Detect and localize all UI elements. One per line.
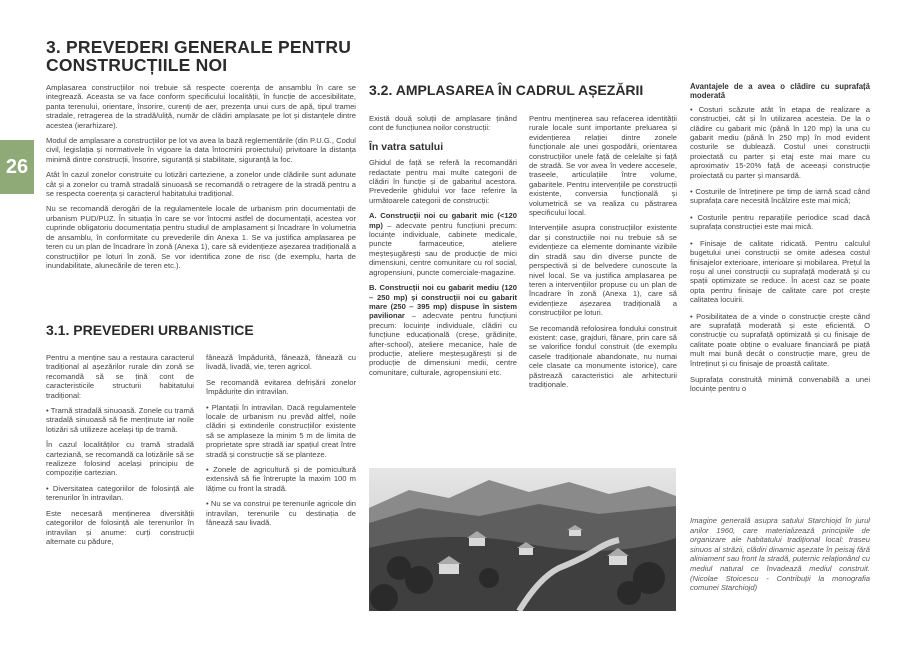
subsection-intro: Ghidul de față se referă la recomandări redactate pentru mai multe categorii de clădiri în funcție și de gabaritul acestora. Prevederile ghidului vor face referire la următoarele categorii de construcții: bbox=[369, 158, 517, 205]
section-32-intro: Există două soluții de amplasare ținând cont de funcțiunea noilor construcții: bbox=[369, 114, 517, 133]
section-31-left-column bbox=[46, 353, 194, 552]
sidebar-title: Avantajele de a avea o clădire cu suprafață moderată bbox=[690, 82, 870, 101]
photo-caption: Imagine generală asupra satului Starchiojd în jurul anilor 1960, care materializează principiile de organizare ale habitatului tradițional local: traseu sinuos al străzii, clădiri dinamic așezate în peisaj fără aliniament sau front la stradă, puternic relaționând cu mediul natural ce învadează mediul construit. (Nicolae Stoicescu - Contribuții la monografia comunei Starchiojd) bbox=[690, 516, 870, 593]
category-a-title: A. Construcții noi cu gabarit mic (<120 mp) bbox=[369, 211, 517, 230]
page-number-tab bbox=[0, 140, 34, 194]
section-32-right-column bbox=[529, 114, 677, 395]
section-32-left-column bbox=[369, 114, 517, 383]
village-landscape-photo bbox=[369, 468, 676, 611]
sidebar-item: • Finisaje de calitate ridicată. Pentru calculul bugetului unei construcții se omite adesea costul finisajelor exterioare, interioare și mobilarea. Prețul la roșu al unei construcții cu suprafață moderată și cu spații optimizate se reduce. În acest caz se poate opta pentru finisaje de calitate care pot crește calitatea locuirii. bbox=[690, 238, 870, 305]
sidebar-item: • Costurile pentru reparațiile periodice scad dacă suprafața construcției este mai mică. bbox=[690, 212, 870, 232]
intro-paragraph: Modul de amplasare a construcțiilor pe lot va avea la bază reglementările (din P.U.G., Codul civil, legislația și normativele în vigoare la data întocmirii proiectului) privitoare la distanța minimă dintre construcții, însorire, siguranță și stabilitate, siguranță la foc. bbox=[46, 136, 356, 164]
sidebar-item: • Costuri scăzute atât în etapa de realizare a construcției, cât și în utilizarea acesteia. De la o clădire cu gabarit mic (până în 120 mp) la una cu gabarit mediu (până în 250 mp) în mod evident costurile se dublează. Costul unei construcții proiectată cu parter și etaj este mai mare cu aproximativ 15-20% față de aceeași construcție proiectată cu parter și mansardă. bbox=[690, 104, 870, 180]
category-b-title: B. Construcții noi cu gabarit mediu (120 – 250 mp) și construcții noi cu gabarit mare (250 – 395 mp) dispuse în sistem pavilionar bbox=[369, 283, 517, 321]
section-31-paragraph: În cazul localităților cu tramă stradală carteziană, se recomandă ca lotizările să se realizeze folosind același principiu de compoziție cartezian. bbox=[46, 440, 194, 478]
village-photo-graphic bbox=[369, 468, 676, 611]
subsection-title: În vatra satului bbox=[369, 140, 444, 153]
section-31-title: 3.1. PREVEDERI URBANISTICE bbox=[46, 322, 254, 338]
sidebar-item: • Posibilitatea de a vinde o construcție crește când are suprafață moderată și este eficientă. O construcție cu suprafață optimizată și cu finisaje de calitate poate obține o evaluare financiară pe piață mult mai bună decât o construcție mare, greu de întreținut și cu finisaje de proastă calitate. bbox=[690, 311, 870, 368]
section-31-paragraph: Pentru a menține sau a restaura caracterul tradițional al așezărilor rurale din zonă se recomandă să se țină cont de caracteristicile structurii habitatului tradițional: bbox=[46, 353, 194, 400]
sidebar-item: • Costurile de întreținere pe timp de iarnă scad când suprafața care necesită încălzire este mai mică; bbox=[690, 187, 870, 206]
intro-column bbox=[46, 83, 356, 276]
intro-paragraph: Nu se recomandă derogări de la regulamentele locale de urbanism prin documentații de urbanism PUD/PUZ. În situația în care se vor întocmi astfel de documentații, acestea vor cuprinde obligatoriu documentația pentru studiul de amplasament și încadrare în volumetria de ansamblu, în conformitate cu prevederile din Anexa 1. Se va justifica amplasarea pe teren cu un plan de încadrare în zonă (Anexa 1), care să evidențieze așezarea tradițională a construcțiilor pe loturi în zonă. Se vor identifica zone de risc (de exemplu, harta de inundabilitate, alunecările de teren etc.). bbox=[46, 204, 356, 270]
sidebar-column bbox=[690, 82, 870, 401]
category-b-text: – adecvate pentru funcțiuni precum: locuințe individuale, clădiri cu funcțiune educațională (creșe, grădinițe, after-school), ateliere mecanice, hale de producție, ateliere meșteșugărești și de producție de dimensiuni medii, centre comunitare, culturale, agropensiuni etc. bbox=[369, 311, 517, 377]
section-32-paragraph: Intervențiile asupra construcțiilor existente dar și construcțiile noi nu trebuie să se evidențieze ca elemente dominante vizibile din stradă sau din diverse puncte de perspectivă și de belvedere cunoscute la nivel local. Se va justifica amplasarea pe teren a intervențiilor propuse cu un plan de încadrare în zonă (Anexa 1), care să evidențieze așezarea tradițională a construcțiilor pe loturi. bbox=[529, 223, 677, 318]
sidebar-item: Suprafața construită minimă convenabilă a unei locuințe pentru o bbox=[690, 374, 870, 394]
section-31-paragraph: Se recomandă evitarea defrișării zonelor împădurite din intravilan. bbox=[206, 377, 356, 397]
page-number: 26 bbox=[5, 155, 29, 178]
main-title: 3. PREVEDERI GENERALE PENTRU CONSTRUCȚIILE NOI bbox=[46, 37, 352, 75]
category-a bbox=[369, 211, 517, 277]
intro-paragraph: Atât în cazul zonelor construite cu lotizări carteziene, a zonelor unde clădirile sunt adunate cât și a zonelor cu tramă stradală sinuoasă se recomandă o retragere de la stradă pentru a se respecta coerența și caracterul habitatului tradițional. bbox=[46, 170, 356, 199]
section-31-paragraph: fânează împădurită, fânează, fânează cu livadă, livadă, vie, teren agricol. bbox=[206, 353, 356, 372]
section-32-title: 3.2. AMPLASAREA ÎN CADRUL AȘEZĂRII bbox=[369, 82, 644, 98]
section-31-paragraph: • Tramă stradală sinuoasă. Zonele cu tramă stradală sinuoasă să fie menținute iar noile lotizări să utilizeze același tip de tramă. bbox=[46, 406, 194, 434]
intro-paragraph: Amplasarea construcțiilor noi trebuie să respecte coerența de ansamblu în care se integrează. Aceasta se va face conform specificului localității, în funcție de accesibilitate, panta terenului, orientare, însorire, curenți de aer, prezența unui curs de apă, tipul tramei stradale, retragerea de la stradă/uliță, număr de clădiri amplasate pe lot și distanțele dintre acestea (ierarhizare). bbox=[46, 83, 356, 130]
section-32-paragraph: Pentru menținerea sau refacerea identității rurale locale sunt importante preluarea și evidențierea relației dintre zonele funcționale ale unei gospodării, orientarea construcțiilor unele față de celelalte și față de stradă. Se vor avea în vedere accesele, traseele, articulațiile între volume, gabaritele. Pentru intervențiile pe construcții existente, conversia funcțională și volumetrică se va realiza cu păstrarea specificului local. bbox=[529, 114, 677, 218]
section-31-right-column bbox=[206, 353, 356, 534]
section-31-paragraph: • Diversitatea categoriilor de folosință ale terenurilor în intravilan. bbox=[46, 483, 194, 503]
section-31-paragraph: • Zonele de agricultură și de pomicultură extensivă să fie întrerupte la maxim 100 m lățime cu front la stradă. bbox=[206, 465, 356, 493]
category-a-text: – adecvate pentru funcțiuni precum: locuințe individuale, cabinete medicale, puncte farmaceutice, ateliere meșteșugărești sau de producție de mici dimensiuni, centre comunitare cu rol social, agropensiuni, puncte comerciale-magazine. bbox=[369, 220, 517, 277]
section-31-paragraph: Este necesară menținerea diversității categoriilor de folosință ale terenurilor în intravilan și anume: curți construcții alternate cu pădure, bbox=[46, 508, 194, 546]
category-b bbox=[369, 283, 517, 377]
section-31-paragraph: • Nu se va construi pe terenurile agricole din intravilan, terenurile cu destinația de fânează sau livadă. bbox=[206, 499, 356, 528]
section-31-paragraph: • Plantații în intravilan. Dacă regulamentele locale de urbanism nu prevăd altfel, noile clădiri și extinderile construcțiilor existente să se amplaseze la minim 5 m de limita de proprietate spre stradă iar spațiul creat între stradă și construcție să se planteze. bbox=[206, 402, 356, 459]
section-32-paragraph: Se recomandă refolosirea fondului construit existent: case, grajduri, fânare, prin care să se valorifice fondul construit (de exemplu casele tradiționale abandonate, nu numai cele clasate ca monumente istorice), care păstrează caracteristici ale arhitecturii tradiționale. bbox=[529, 323, 677, 389]
